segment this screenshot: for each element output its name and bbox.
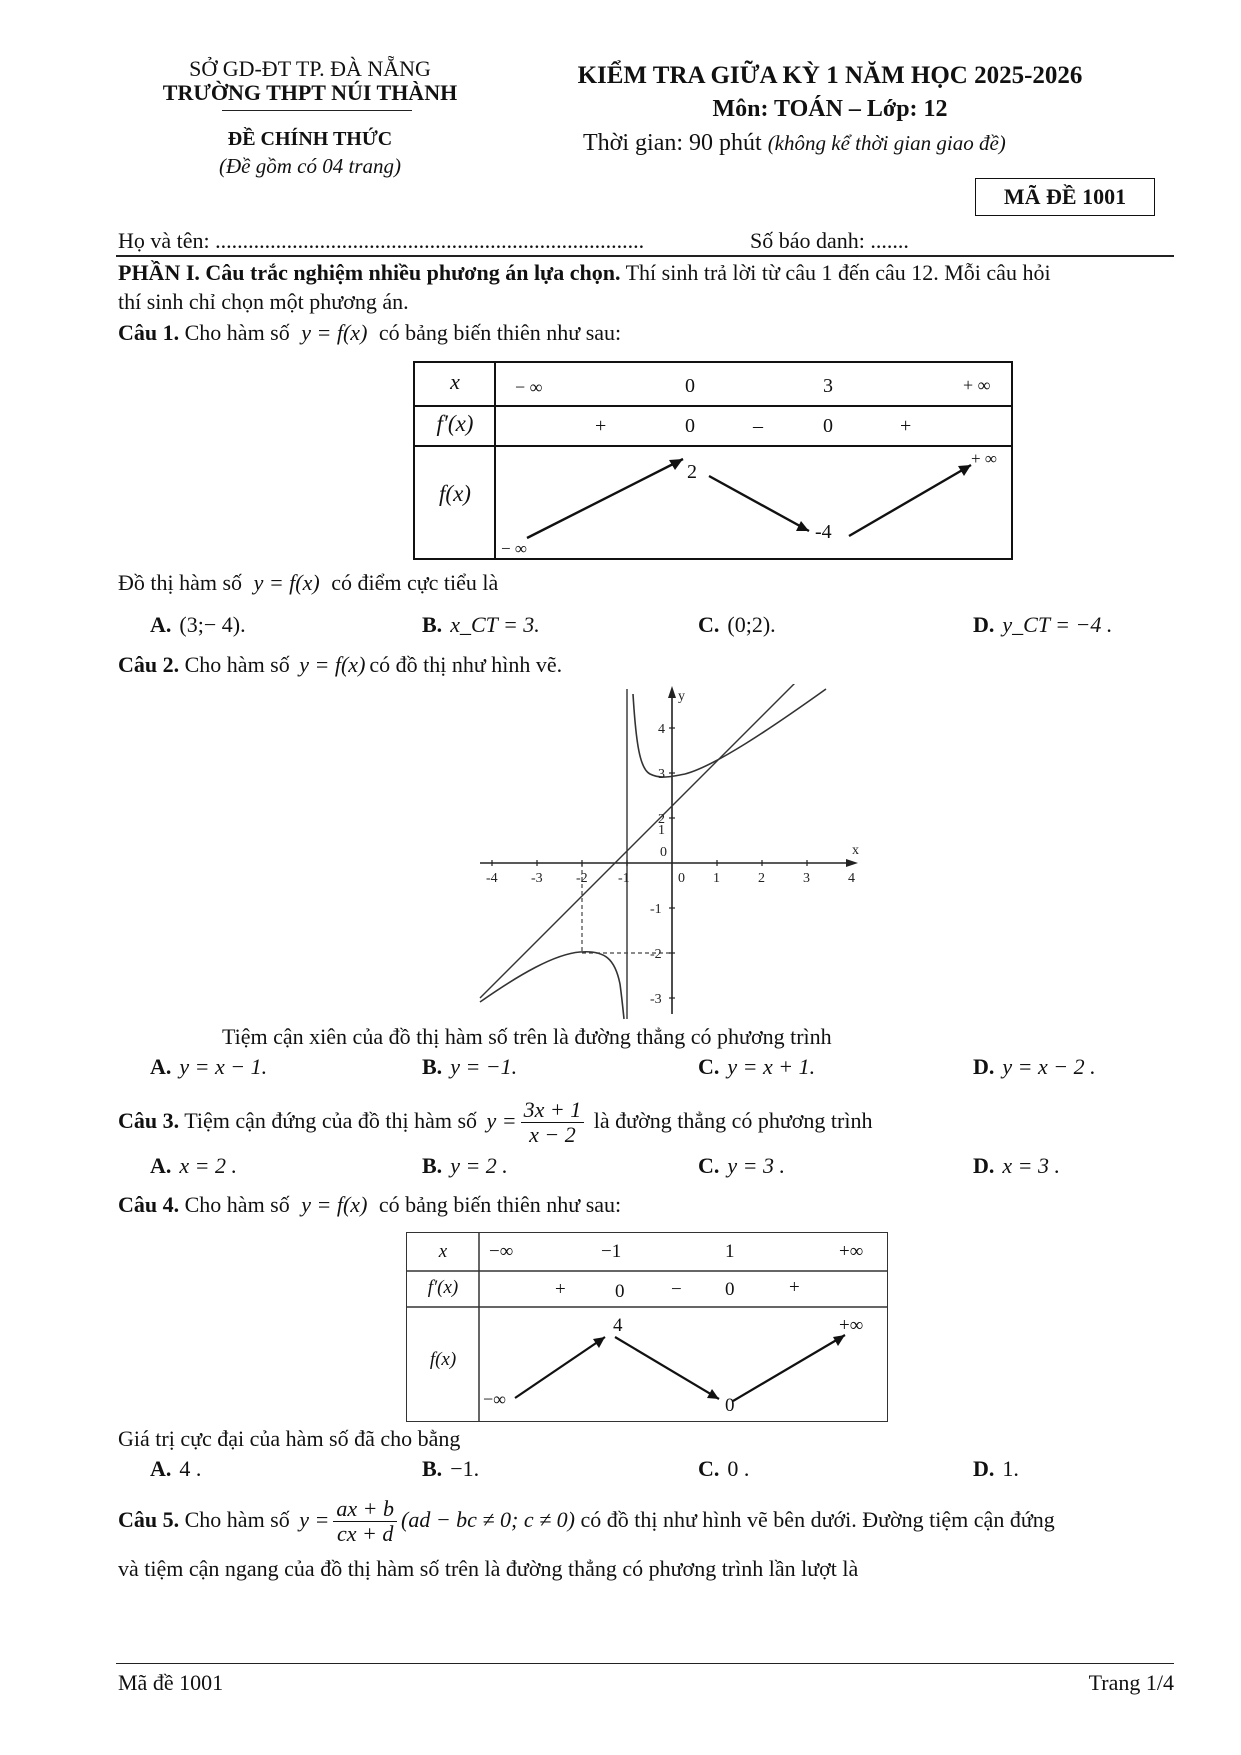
lower-branch (480, 952, 624, 1019)
x-tick: 0 (678, 871, 685, 886)
option-text: 4 . (179, 1456, 202, 1481)
exam-code-box: MÃ ĐỀ 1001 (975, 178, 1155, 216)
q4-text-a: Cho hàm số (184, 1192, 290, 1217)
q3-numerator: 3x + 1 (521, 1098, 585, 1123)
q1-x-val: 0 (685, 375, 695, 397)
option-text: −1. (450, 1456, 480, 1481)
sbd-field: Số báo danh: ....... (750, 228, 909, 253)
q4-fp-val: + (789, 1277, 800, 1298)
q1-question-a: Đồ thị hàm số (118, 570, 243, 595)
q5-func-lhs: y = (299, 1507, 330, 1532)
option-letter: B. (422, 612, 443, 637)
q4-fp-val: + (555, 1279, 566, 1300)
q5-text-a: Cho hàm số (184, 1507, 290, 1532)
option-letter: B. (422, 1456, 443, 1481)
option-text: (3;− 4). (179, 612, 246, 637)
q4-f-val: +∞ (839, 1315, 864, 1336)
q5-line2: và tiệm cận ngang của đồ thị hàm số trên là đường thẳng có phương trình lần lượt là (118, 1556, 859, 1581)
q4-x-val: +∞ (839, 1241, 864, 1262)
time-note: (không kể thời gian giao đề) (767, 131, 1006, 155)
y-tick: -3 (650, 992, 662, 1007)
q3-option-a[interactable] (150, 1153, 237, 1179)
option-text: y = 3 . (727, 1153, 786, 1178)
q3-text-a: Tiệm cận đứng của đồ thị hàm số (184, 1108, 478, 1133)
x-tick: 3 (803, 871, 810, 886)
y-tick: 3 (658, 767, 665, 782)
q5-fraction (333, 1497, 397, 1546)
option-letter: D. (973, 612, 995, 637)
q1-option-d[interactable] (973, 612, 1112, 638)
q4-fp-val: 0 (725, 1279, 735, 1300)
q5-label: Câu 5. (118, 1507, 180, 1532)
q2-question: Tiệm cận xiên của đồ thị hàm số trên là đường thẳng có phương trình (222, 1024, 832, 1049)
q1-func: y = f(x) (301, 320, 368, 345)
y-tick: 4 (658, 722, 665, 737)
option-letter: C. (698, 1456, 720, 1481)
q4-option-d[interactable] (973, 1456, 1019, 1482)
option-text: y_CT = −4 . (1002, 612, 1113, 637)
q2-option-c[interactable] (698, 1054, 815, 1080)
q4-question: Giá trị cực đại của hàm số đã cho bằng (118, 1426, 461, 1451)
part1-desc: Thí sinh trả lời từ câu 1 đến câu 12. Mỗi câu hỏi (620, 260, 1051, 285)
q1-x-val: − ∞ (515, 377, 543, 397)
q1-fp-val: 0 (823, 415, 833, 437)
q4-option-a[interactable] (150, 1456, 201, 1482)
x-tick: -1 (618, 871, 630, 886)
header-bottom-line (116, 255, 1174, 257)
q4-func: y = f(x) (301, 1192, 368, 1217)
header-divider (222, 110, 412, 111)
q3-option-b[interactable] (422, 1153, 508, 1179)
q5-denominator: cx + d (337, 1521, 394, 1547)
q1-row-x: x (450, 369, 460, 394)
time-text: Thời gian: 90 phút (583, 130, 762, 156)
footer-line (116, 1663, 1174, 1664)
q1-question-func: y = f(x) (253, 570, 320, 595)
q4-f-val: −∞ (483, 1389, 506, 1409)
q1-f-val: -4 (815, 521, 832, 543)
q4-option-b[interactable] (422, 1456, 479, 1482)
option-letter: C. (698, 612, 720, 637)
q1-option-b[interactable] (422, 612, 540, 638)
q1-x-val: + ∞ (963, 375, 991, 395)
q2-func: y = f(x) (299, 652, 366, 677)
q1-label: Câu 1. (118, 320, 180, 345)
q1-f-val: − ∞ (501, 539, 527, 558)
option-letter: D. (973, 1054, 995, 1079)
option-text: (0;2). (727, 612, 776, 637)
exam-title: KIỂM TRA GIỮA KỲ 1 NĂM HỌC 2025-2026 (577, 62, 1083, 89)
y-tick: 2 (658, 812, 665, 827)
q4-x-val: −1 (601, 1241, 622, 1262)
q1-fp-val: + (595, 415, 607, 437)
option-letter: D. (973, 1153, 995, 1178)
q1-fp-val: 0 (685, 415, 695, 437)
q3-option-c[interactable] (698, 1153, 785, 1179)
q2-option-a[interactable] (150, 1054, 267, 1080)
x-tick: -2 (576, 871, 588, 886)
q1-question-b: có điểm cực tiểu là (331, 570, 499, 595)
origin-label: 0 (660, 845, 667, 860)
q1-text-b: có bảng biến thiên như sau: (378, 320, 622, 345)
q4-x-val: 1 (725, 1241, 735, 1262)
q1-stem (118, 320, 621, 346)
q1-question (118, 570, 498, 596)
q3-fraction (521, 1098, 585, 1147)
x-tick: 2 (758, 871, 765, 886)
q3-func-lhs: y = (486, 1108, 517, 1133)
q2-text-b: có đồ thị như hình vẽ. (369, 652, 563, 677)
footer-page: Trang 1/4 (1088, 1670, 1174, 1695)
q4-row-x: x (438, 1241, 448, 1262)
q1-x-val: 3 (823, 375, 833, 397)
q2-graph (470, 684, 880, 1024)
option-letter: A. (150, 1054, 172, 1079)
q1-fp-val: + (900, 415, 912, 437)
option-text: x = 3 . (1002, 1153, 1061, 1178)
option-text: x = 2 . (179, 1153, 238, 1178)
x-axis-label: x (852, 843, 859, 858)
q4-variation-table (406, 1232, 888, 1422)
q1-f-val: 2 (687, 461, 697, 483)
x-tick: 1 (713, 871, 720, 886)
q4-fp-val: 0 (615, 1281, 625, 1302)
q3-text-b: là đường thẳng có phương trình (593, 1108, 873, 1133)
q3-option-d[interactable] (973, 1153, 1060, 1179)
q5-text-b: có đồ thị như hình vẽ bên dưới. Đường tiệm cận đứng (580, 1507, 1055, 1532)
x-tick: 4 (848, 871, 855, 886)
option-text: y = x − 1. (179, 1054, 268, 1079)
q1-option-c[interactable] (698, 612, 776, 638)
q5-numerator: ax + b (333, 1497, 397, 1522)
department: SỞ GD-ĐT TP. ĐÀ NẴNG (189, 56, 431, 81)
q1-text-a: Cho hàm số (184, 320, 290, 345)
q4-row-f: f(x) (429, 1349, 457, 1370)
q4-label: Câu 4. (118, 1192, 180, 1217)
q1-variation-table (413, 361, 1013, 560)
name-field: Họ và tên: .............................................................................. (118, 228, 645, 253)
option-text: 0 . (727, 1456, 750, 1481)
q4-option-c[interactable] (698, 1456, 749, 1482)
option-letter: A. (150, 1153, 172, 1178)
q4-stem (118, 1192, 621, 1218)
q2-text-a: Cho hàm số (184, 652, 290, 677)
q1-table-svg (415, 363, 1011, 558)
x-tick: -4 (486, 871, 498, 886)
q5-condition: (ad − bc ≠ 0; c ≠ 0) (401, 1507, 576, 1532)
option-letter: C. (698, 1054, 720, 1079)
option-text: y = x − 2 . (1002, 1054, 1096, 1079)
q2-option-b[interactable] (422, 1054, 517, 1080)
option-text: y = 2 . (450, 1153, 508, 1178)
y-tick: -1 (650, 902, 662, 917)
part1-heading (118, 260, 1178, 286)
q1-option-a[interactable] (150, 612, 246, 638)
option-letter: D. (973, 1456, 995, 1481)
q3-stem (118, 1092, 872, 1150)
q4-f-val: 0 (725, 1395, 735, 1416)
y-axis-label: y (678, 689, 685, 704)
option-letter: A. (150, 1456, 172, 1481)
option-text: 1. (1002, 1456, 1019, 1481)
q2-stem (118, 652, 562, 678)
pages-note: (Đề gồm có 04 trang) (219, 154, 401, 178)
q3-denominator: x − 2 (529, 1122, 576, 1148)
footer-code: Mã đề 1001 (118, 1670, 224, 1695)
subject-line: Môn: TOÁN – Lớp: 12 (712, 96, 948, 122)
option-letter: B. (422, 1054, 443, 1079)
q4-text-b: có bảng biến thiên như sau: (378, 1192, 622, 1217)
q2-label: Câu 2. (118, 652, 180, 677)
option-text: x_CT = 3. (450, 612, 540, 637)
school-name: TRƯỜNG THPT NÚI THÀNH (162, 80, 458, 105)
y-tick: -2 (650, 947, 662, 962)
option-letter: A. (150, 612, 172, 637)
q1-row-fp: f′(x) (436, 411, 474, 436)
official-label: ĐỀ CHÍNH THỨC (227, 128, 393, 150)
option-letter: B. (422, 1153, 443, 1178)
q4-fp-val: − (671, 1279, 682, 1300)
q4-f-val: 4 (613, 1315, 623, 1336)
q4-row-fp: f′(x) (427, 1277, 459, 1298)
part1-title: PHẦN I. Câu trắc nghiệm nhiều phương án lựa chọn. (118, 260, 621, 285)
part1-desc2: thí sinh chỉ chọn một phương án. (118, 289, 409, 314)
time-line (583, 130, 1006, 157)
option-letter: C. (698, 1153, 720, 1178)
option-text: y = −1. (450, 1054, 518, 1079)
q1-fp-val: – (753, 415, 763, 437)
option-text: y = x + 1. (727, 1054, 816, 1079)
q4-x-val: −∞ (489, 1241, 514, 1262)
q2-option-d[interactable] (973, 1054, 1096, 1080)
x-tick: -3 (531, 871, 543, 886)
q5-stem (118, 1490, 1055, 1550)
q4-table-svg (407, 1233, 887, 1421)
q1-row-f: f(x) (439, 481, 471, 506)
y-tick: 1 (658, 823, 665, 838)
q3-label: Câu 3. (118, 1108, 180, 1133)
q1-f-val: + ∞ (971, 449, 997, 468)
